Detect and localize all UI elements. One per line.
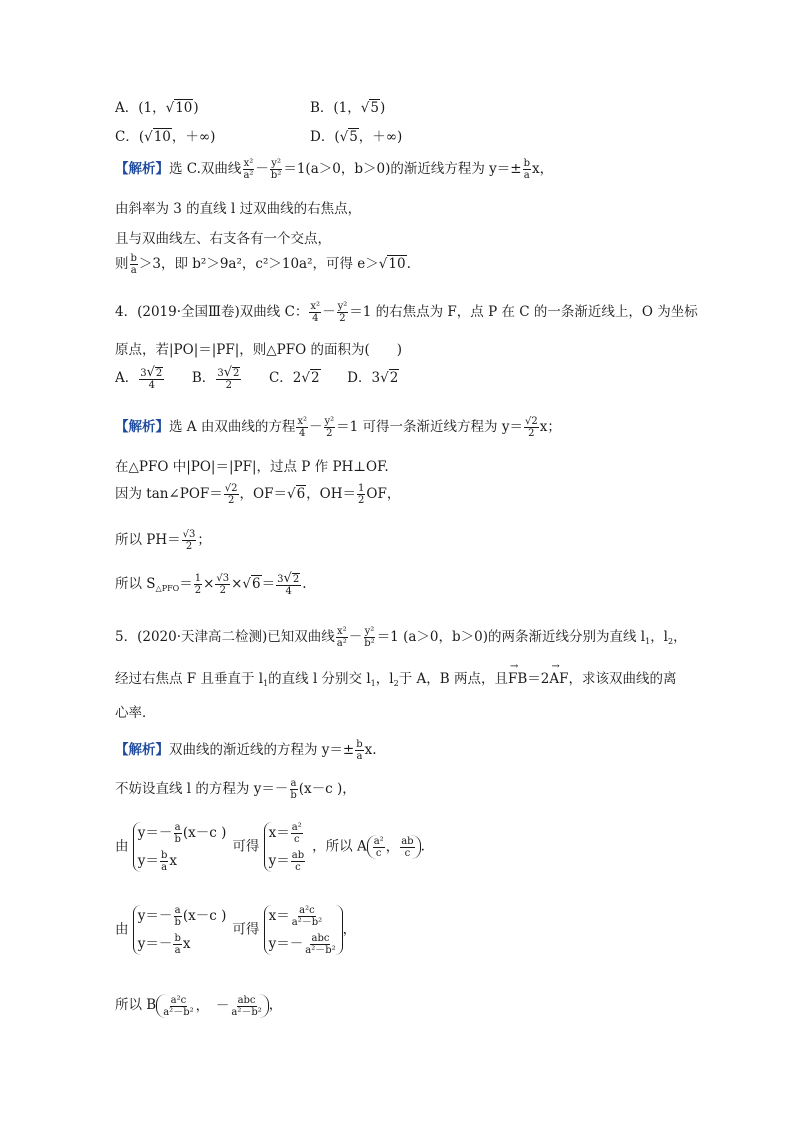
solution-tag: 【解析】 bbox=[115, 161, 169, 177]
solution-4-line-4: 所以 PH＝ $\frac{√3}{2}$ ； bbox=[115, 529, 211, 552]
question-4-line-1: 4．(2019·全国Ⅲ卷)双曲线 C： $\frac{\text{x²}}{4}$ － $\frac{\text{y²}}{2}$ ＝1 的右焦点为 F，点 P 在 C 的一条渐近线上，O 为坐标 bbox=[115, 301, 698, 324]
q4-option-b: B． $\frac{3√2}{2}$ bbox=[191, 364, 240, 391]
question-5-line-1: 5．(2020·天津高二检测)已知双曲线 $\frac{\text{x²}}{\text{a²}}$ － $\frac{\text{y²}}{\text{b²}}$ ＝1 (a＞0，b＞0)的两条渐近线分别为直线 $l_1$，$l_2$， bbox=[115, 626, 687, 649]
question-4-options bbox=[115, 366, 399, 391]
question-5-line-3: 心率． bbox=[115, 705, 156, 721]
option-b: B．(1，√5) bbox=[310, 100, 386, 116]
solution-3-line-2: 由斜率为 3 的直线 l 过双曲线的右焦点， bbox=[115, 201, 362, 217]
system-brace: y＝－ $\frac{a}{b}$ (x－c ) y＝ $\frac{b}{a}$ x bbox=[133, 822, 231, 872]
solution-3-line-3: 且与双曲线左、右支各有一个交点， bbox=[115, 231, 331, 247]
solution-4-line-3: 因为 tan∠POF＝ $\frac{√2}{2}$ ，OF＝√6，OH＝ $\frac{1}{2}$ OF， bbox=[115, 483, 401, 506]
question-4-line-2: 原点，若|PO|＝|PF|，则△PFO 的面积为( ) bbox=[115, 342, 403, 358]
solution-5-system-2: 由 y＝－ $\frac{a}{b}$ (x－c ) y＝－ $\frac{b}{a}$ x 可得 x＝ $\frac{\text{a²c}}{\text{a²－b²}}$ y＝－ $\frac{\text{abc}}{\text{a²－b²}}$ ， bbox=[115, 905, 357, 956]
solution-5-line-1: 【解析】双曲线的渐近线的方程为 y＝± $\frac{b}{a}$ x. bbox=[115, 739, 377, 762]
q4-option-d: D．3√2 bbox=[347, 370, 399, 386]
option-a: A．(1，√10) bbox=[115, 100, 199, 116]
solution-tag: 【解析】 bbox=[115, 742, 169, 758]
option-c: C．(√10，＋∞) bbox=[115, 129, 216, 145]
q4-option-c: C．2√2 bbox=[268, 370, 320, 386]
question-5-line-2: 经过右焦点 F 且垂直于 $l_1$的直线 l 分别交 $l_1$，$l_2$于 A，B 两点，且→ FB＝2→ AF，求该双曲线的离 bbox=[115, 667, 676, 688]
solution-3-line-4: 则 $\frac{b}{a}$ ＞3，即 b²＞9a²，c²＞10a²，可得 e＞√10. bbox=[115, 253, 411, 276]
solution-5-line-2: 不妨设直线 l 的方程为 y＝－ $\frac{a}{b}$ (x－c )， bbox=[115, 778, 356, 801]
system-brace: y＝－ $\frac{a}{b}$ (x－c ) y＝－ $\frac{b}{a}$ x bbox=[133, 905, 231, 955]
solution-4-line-1: 【解析】选 A 由双曲线的方程 $\frac{\text{x²}}{4}$ － $\frac{\text{y²}}{2}$ ＝1 可得一条渐近线方程为 y＝ $\frac{√2}{2}$ x； bbox=[115, 416, 561, 439]
solution-4-line-2: 在△PFO 中|PO|＝|PF|，过点 P 作 PH⊥OF. bbox=[115, 459, 389, 475]
q4-option-a: A． $\frac{3√2}{4}$ bbox=[115, 364, 163, 391]
solution-5-system-1: 由 y＝－ $\frac{a}{b}$ (x－c ) y＝ $\frac{b}{a}$ x 可得 x＝ $\frac{\text{a²}}{c}$ y＝ $\frac{ab}{c}$ ，所以 A $\frac{\text{a²}}{c}$ ， $\frac{ab}{c}$ . bbox=[115, 822, 425, 873]
solution-tag: 【解析】 bbox=[115, 419, 169, 435]
option-d: D．(√5，＋∞) bbox=[310, 129, 403, 145]
solution-5-last-line: 所以 B $\frac{\text{a²c}}{\text{a²－b²}}$ ， － $\frac{\text{abc}}{\text{a²－b²}}$ ， bbox=[115, 994, 283, 1018]
solution-4-line-5: 所以 $S_{\triangle PFO}=$ $\frac{1}{2}$ × $\frac{√3}{2}$ ×√6＝ $\frac{3√2}{4}$ . bbox=[115, 570, 307, 597]
solution-3-line-1: 【解析】选 C.双曲线 $\frac{\text{x²}}{\text{a²}}$ － $\frac{\text{y²}}{\text{b²}}$ ＝1(a＞0，b＞0)的渐近线方程为 y＝± $\frac{b}{a}$ x， bbox=[115, 158, 554, 181]
